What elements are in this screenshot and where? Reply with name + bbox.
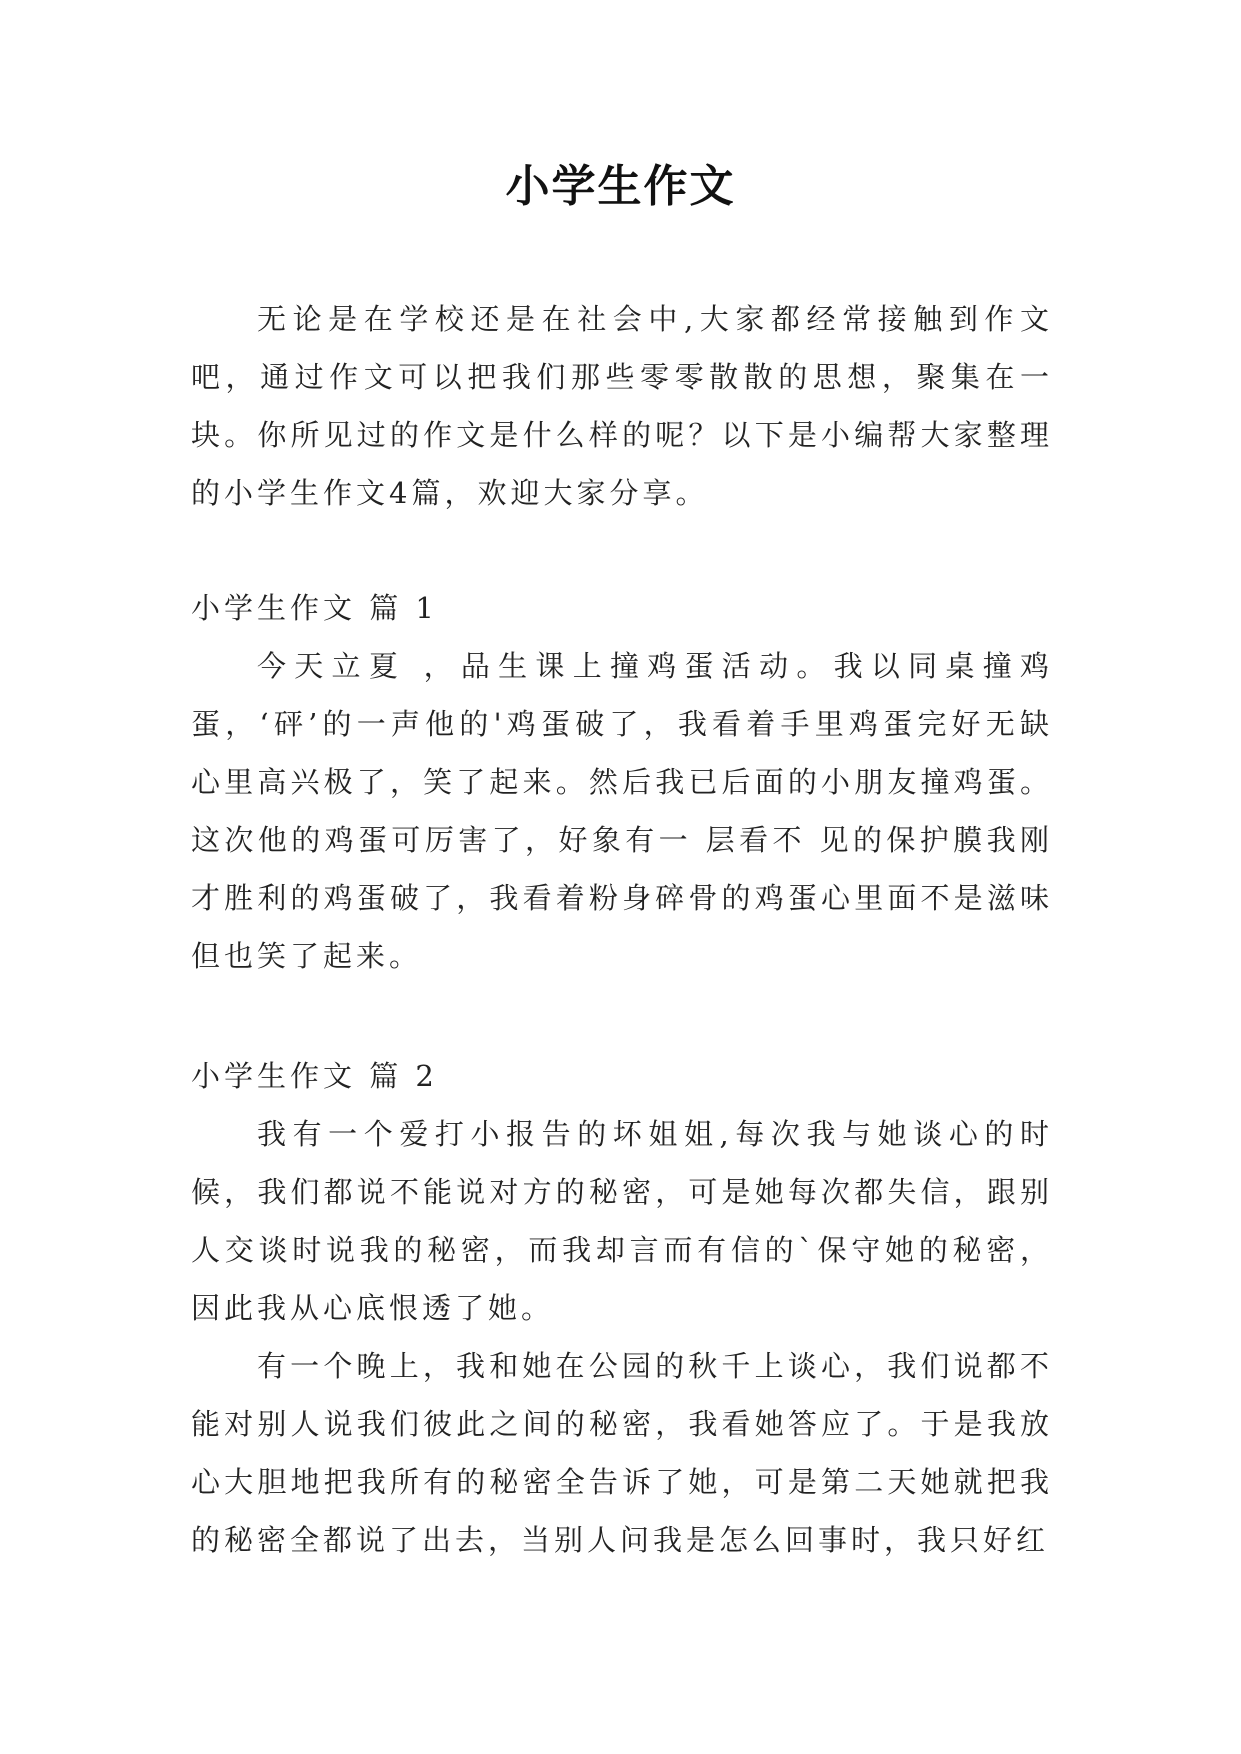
essay-1-block xyxy=(191,637,1053,985)
essay-1-paragraph-1: 今天立夏 ，品生课上撞鸡蛋活动。我以同桌撞鸡蛋，‘砰’的一声他的'鸡蛋破了，我看着手里鸡蛋完好无缺心里高兴极了，笑了起来。然后我已后面的小朋友撞鸡蛋。这次他的鸡蛋可厉害了，好象有一 层看不 见的保护膜我刚才胜利的鸡蛋破了，我看着粉身碎骨的鸡蛋心里面不是滋味但也笑了起来。 xyxy=(191,649,1053,973)
section-heading-2: 小学生作文 篇 2 xyxy=(191,1059,438,1093)
intro-block xyxy=(191,290,1053,522)
section-heading-1: 小学生作文 篇 1 xyxy=(191,591,438,625)
page-title: 小学生作文 xyxy=(505,161,736,212)
essay-2-paragraph-2: 有一个晚上，我和她在公园的秋千上谈心，我们说都不能对别人说我们彼此之间的秘密，我看她答应了。于是我放心大胆地把我所有的秘密全告诉了她，可是第二天她就把我的秘密全都说了出去，当别人问我是怎么回事时，我只好红 xyxy=(191,1349,1053,1557)
intro-paragraph: 无论是在学校还是在社会中,大家都经常接触到作文吧，通过作文可以把我们那些零零散散的思想，聚集在一块。你所见过的作文是什么样的呢？以下是小编帮大家整理的小学生作文4篇，欢迎大家分享。 xyxy=(191,302,1053,510)
essay-2-paragraph-1: 我有一个爱打小报告的坏姐姐,每次我与她谈心的时候，我们都说不能说对方的秘密，可是她每次都失信，跟别人交谈时说我的秘密，而我却言而有信的`保守她的秘密，因此我从心底恨透了她。 xyxy=(191,1117,1053,1325)
essay-2-block xyxy=(191,1105,1053,1569)
